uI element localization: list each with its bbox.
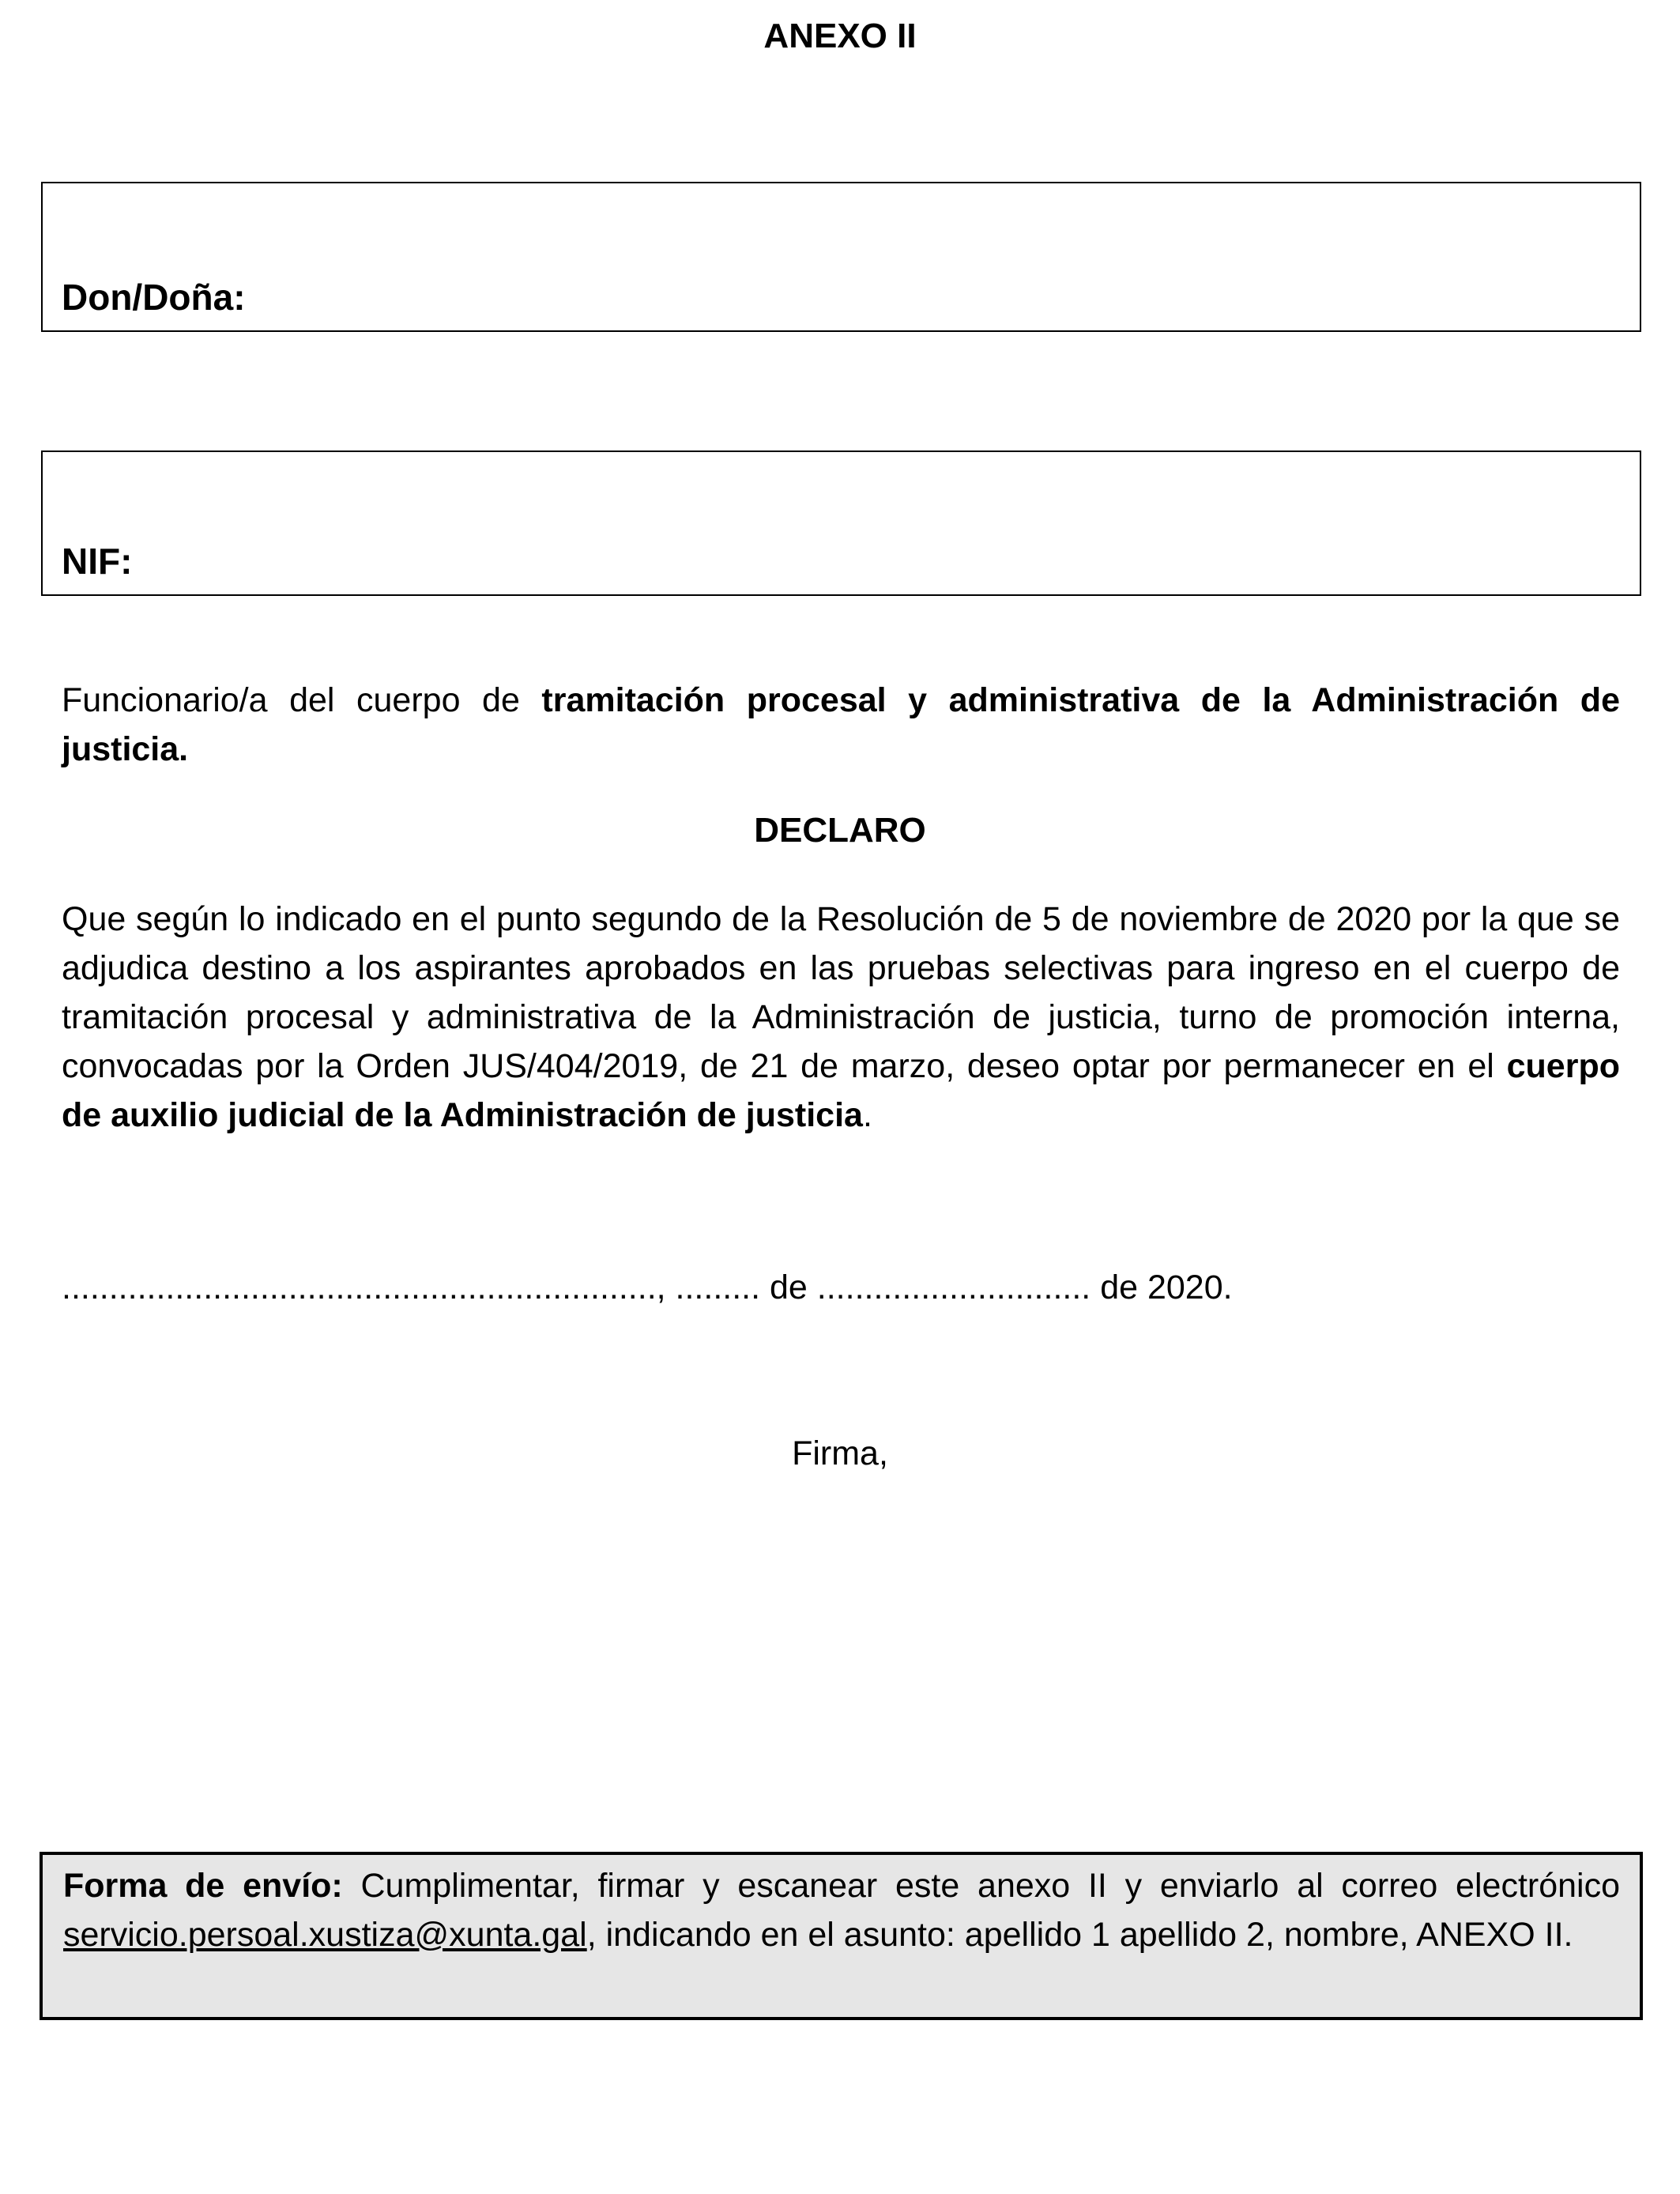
place-date-line[interactable]: ..............................................................., ......... de ............................. de 2020.: [62, 1269, 1233, 1306]
document-title: ANEXO II: [763, 17, 917, 55]
send-instructions-before-email: Cumplimentar, firmar y escanear este anexo II y enviarlo al correo electrónico: [342, 1867, 1621, 1905]
role-paragraph-lead: Funcionario/a del cuerpo de: [62, 681, 542, 719]
role-paragraph-bold: tramitación procesal y administrativa de la Administración de justicia.: [62, 681, 1620, 768]
declaration-paragraph-text: Que según lo indicado en el punto segundo de la Resolución de 5 de noviembre de 2020 por la que se adjudica destino a los aspirantes aprobados en las pruebas selectivas para ingreso en el cuerpo de tramitación procesal y administrativa de la Administración de justicia, turno de promoción interna, convocadas por la Orden JUS/404/2019, de 21 de marzo, deseo optar por permanecer en el: [62, 900, 1620, 1085]
declaro-heading: DECLARO: [754, 811, 926, 850]
send-instructions-label: Forma de envío:: [63, 1867, 343, 1905]
email-link[interactable]: servicio.persoal.xustiza@xunta.gal: [63, 1916, 587, 1954]
send-instructions-box: [40, 1852, 1643, 2020]
role-paragraph: [62, 676, 1620, 774]
nif-field-label: NIF:: [62, 541, 133, 582]
send-instructions-after-email: , indicando en el asunto: apellido 1 apellido 2, nombre, ANEXO II.: [586, 1916, 1573, 1954]
name-field-label: Don/Doña:: [62, 277, 246, 318]
send-instructions-text: [63, 1861, 1620, 1959]
declaration-paragraph-bold: cuerpo de auxilio judicial de la Administración de justicia: [62, 1047, 1620, 1134]
name-field-box[interactable]: [41, 182, 1641, 332]
nif-field-box[interactable]: [41, 450, 1641, 596]
declaration-paragraph-end: .: [862, 1096, 872, 1134]
declaration-paragraph: [62, 895, 1620, 1140]
signature-label: Firma,: [792, 1434, 888, 1472]
